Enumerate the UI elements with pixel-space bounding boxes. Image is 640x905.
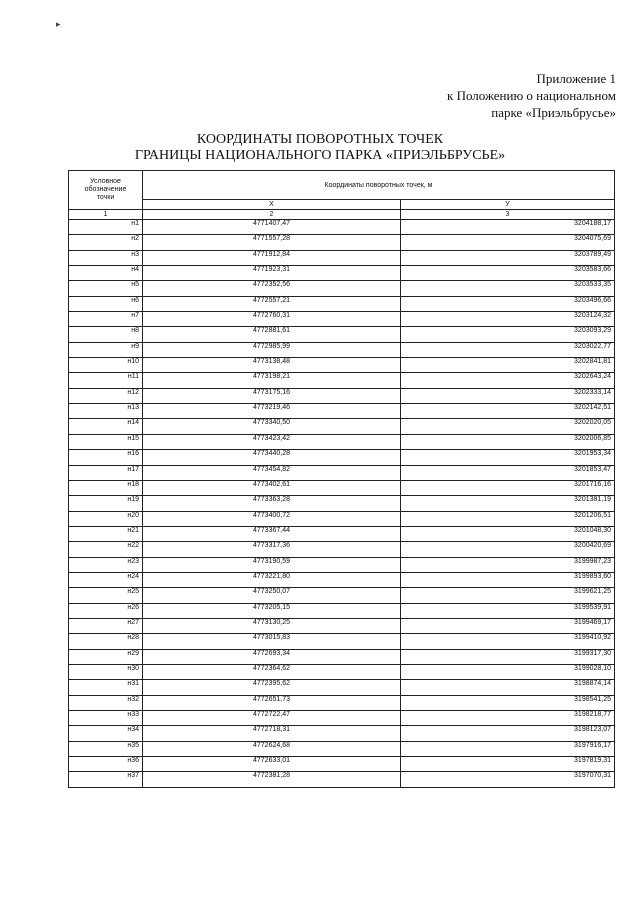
x-coordinate-cell: 4772364,62 [143,664,401,679]
x-coordinate-cell: 4773175,16 [143,388,401,403]
x-coordinate-cell: 4771923,31 [143,266,401,281]
header-y: У [401,200,615,210]
y-coordinate-cell: 3202841,81 [401,358,615,373]
table-row [69,312,615,327]
x-coordinate-cell: 4773198,21 [143,373,401,388]
document-title [0,132,640,164]
point-name-cell: н1 [69,220,143,235]
title-line-2: ГРАНИЦЫ НАЦИОНАЛЬНОГО ПАРКА «ПРИЭЛЬБРУСЬЕ» [134,148,506,163]
y-coordinate-cell: 3199317,30 [401,649,615,664]
y-coordinate-cell: 3197916,17 [401,741,615,756]
x-coordinate-cell: 4772352,56 [143,281,401,296]
y-coordinate-cell: 3202333,14 [401,388,615,403]
table-row [69,618,615,633]
x-coordinate-cell: 4773219,46 [143,404,401,419]
y-coordinate-cell: 3201953,34 [401,450,615,465]
x-coordinate-cell: 4772381,28 [143,772,401,787]
point-name-cell: н10 [69,358,143,373]
x-coordinate-cell: 4772395,62 [143,680,401,695]
table-row [69,404,615,419]
column-number-1: 1 [69,210,143,220]
header-condition-line-3: точки [96,194,115,201]
y-coordinate-cell: 3199410,92 [401,634,615,649]
table-row [69,250,615,265]
table-row [69,711,615,726]
y-coordinate-cell: 3204188,17 [401,220,615,235]
y-coordinate-cell: 3203093,29 [401,327,615,342]
y-coordinate-cell: 3201381,19 [401,496,615,511]
x-coordinate-cell: 4773402,61 [143,480,401,495]
table-row [69,450,615,465]
table-row [69,572,615,587]
x-coordinate-cell: 4772557,21 [143,296,401,311]
x-coordinate-cell: 4772985,99 [143,342,401,357]
point-name-cell: н37 [69,772,143,787]
header-coordinates: Координаты поворотных точек, м [143,171,615,200]
point-name-cell: н2 [69,235,143,250]
point-name-cell: н23 [69,557,143,572]
table-row [69,757,615,772]
table-row [69,680,615,695]
x-coordinate-cell: 4772633,01 [143,757,401,772]
table-row [69,327,615,342]
y-coordinate-cell: 3199469,17 [401,618,615,633]
table-row [69,266,615,281]
x-coordinate-cell: 4773221,80 [143,572,401,587]
point-name-cell: н36 [69,757,143,772]
table-row [69,465,615,480]
y-coordinate-cell: 3198541,25 [401,695,615,710]
point-name-cell: н24 [69,572,143,587]
table-row [69,588,615,603]
table-row [69,511,615,526]
table-row [69,220,615,235]
x-coordinate-cell: 4772722,47 [143,711,401,726]
point-name-cell: н8 [69,327,143,342]
table-row [69,664,615,679]
table-row [69,480,615,495]
coordinates-table [68,170,615,788]
y-coordinate-cell: 3203533,35 [401,281,615,296]
column-number-2: 2 [143,210,401,220]
y-coordinate-cell: 3199621,25 [401,588,615,603]
scan-speck: ▸ [56,20,61,30]
table-row [69,634,615,649]
y-coordinate-cell: 3203583,66 [401,266,615,281]
point-name-cell: н6 [69,296,143,311]
point-name-cell: н32 [69,695,143,710]
y-coordinate-cell: 3198123,07 [401,726,615,741]
point-name-cell: н11 [69,373,143,388]
point-name-cell: н33 [69,711,143,726]
point-name-cell: н17 [69,465,143,480]
annex-park-name: парке «Приэльбрусье» [491,105,616,120]
x-coordinate-cell: 4772760,31 [143,312,401,327]
point-name-cell: н27 [69,618,143,633]
point-name-cell: н29 [69,649,143,664]
header-condition-line-2: обозначение [84,186,127,193]
table-row [69,649,615,664]
point-name-cell: н34 [69,726,143,741]
x-coordinate-cell: 4772624,68 [143,741,401,756]
point-name-cell: н12 [69,388,143,403]
x-coordinate-cell: 4773363,28 [143,496,401,511]
table-row [69,542,615,557]
table-row [69,772,615,787]
table-row [69,281,615,296]
x-coordinate-cell: 4773400,72 [143,511,401,526]
y-coordinate-cell: 3203124,32 [401,312,615,327]
y-coordinate-cell: 3201206,51 [401,511,615,526]
point-name-cell: н30 [69,664,143,679]
point-name-cell: н35 [69,741,143,756]
table-row [69,388,615,403]
table-row [69,342,615,357]
x-coordinate-cell: 4772651,73 [143,695,401,710]
x-coordinate-cell: 4771912,84 [143,250,401,265]
annex-number: Приложение 1 [536,71,616,86]
point-name-cell: н7 [69,312,143,327]
point-name-cell: н25 [69,588,143,603]
title-line-1: КООРДИНАТЫ ПОВОРОТНЫХ ТОЧЕК [196,132,444,147]
table-row [69,235,615,250]
y-coordinate-cell: 3201048,30 [401,526,615,541]
x-coordinate-cell: 4773317,36 [143,542,401,557]
point-name-cell: н21 [69,526,143,541]
point-name-cell: н19 [69,496,143,511]
table-row [69,741,615,756]
x-coordinate-cell: 4773190,59 [143,557,401,572]
table-row [69,496,615,511]
header-x: X [143,200,401,210]
y-coordinate-cell: 3201853,47 [401,465,615,480]
y-coordinate-cell: 3199893,60 [401,572,615,587]
y-coordinate-cell: 3199987,23 [401,557,615,572]
x-coordinate-cell: 4772718,31 [143,726,401,741]
y-coordinate-cell: 3201716,16 [401,480,615,495]
table-row [69,603,615,618]
x-coordinate-cell: 4772881,61 [143,327,401,342]
y-coordinate-cell: 3199539,91 [401,603,615,618]
table-row [69,358,615,373]
point-name-cell: н20 [69,511,143,526]
table-row [69,726,615,741]
y-coordinate-cell: 3202643,24 [401,373,615,388]
y-coordinate-cell: 3202020,05 [401,419,615,434]
table-row [69,557,615,572]
point-name-cell: н18 [69,480,143,495]
x-coordinate-cell: 4771407,47 [143,220,401,235]
point-name-cell: н3 [69,250,143,265]
x-coordinate-cell: 4773138,48 [143,358,401,373]
column-number-3: 3 [401,210,615,220]
x-coordinate-cell: 4773250,07 [143,588,401,603]
point-name-cell: н22 [69,542,143,557]
x-coordinate-cell: 4773340,50 [143,419,401,434]
annex-heading [447,70,616,121]
table-row [69,373,615,388]
point-name-cell: н28 [69,634,143,649]
table-body [69,220,615,788]
x-coordinate-cell: 4771557,28 [143,235,401,250]
y-coordinate-cell: 3197070,31 [401,772,615,787]
x-coordinate-cell: 4773367,44 [143,526,401,541]
y-coordinate-cell: 3198874,14 [401,680,615,695]
point-name-cell: н15 [69,434,143,449]
header-condition [69,171,143,210]
y-coordinate-cell: 3203789,49 [401,250,615,265]
point-name-cell: н31 [69,680,143,695]
x-coordinate-cell: 4773423,42 [143,434,401,449]
y-coordinate-cell: 3197819,31 [401,757,615,772]
table-row [69,434,615,449]
header-condition-line-1: Условное [90,178,121,185]
x-coordinate-cell: 4773440,28 [143,450,401,465]
y-coordinate-cell: 3199028,10 [401,664,615,679]
point-name-cell: н13 [69,404,143,419]
y-coordinate-cell: 3198218,77 [401,711,615,726]
y-coordinate-cell: 3204075,69 [401,235,615,250]
y-coordinate-cell: 3202006,85 [401,434,615,449]
x-coordinate-cell: 4773454,82 [143,465,401,480]
annex-reference: к Положению о национальном [447,88,616,103]
point-name-cell: н16 [69,450,143,465]
point-name-cell: н5 [69,281,143,296]
point-name-cell: н26 [69,603,143,618]
point-name-cell: н14 [69,419,143,434]
table-row [69,419,615,434]
point-name-cell: н4 [69,266,143,281]
x-coordinate-cell: 4773130,25 [143,618,401,633]
y-coordinate-cell: 3203022,77 [401,342,615,357]
y-coordinate-cell: 3200420,69 [401,542,615,557]
x-coordinate-cell: 4773205,15 [143,603,401,618]
y-coordinate-cell: 3203496,66 [401,296,615,311]
y-coordinate-cell: 3202142,51 [401,404,615,419]
point-name-cell: н9 [69,342,143,357]
table-row [69,526,615,541]
table-row [69,695,615,710]
x-coordinate-cell: 4772693,34 [143,649,401,664]
table-row [69,296,615,311]
x-coordinate-cell: 4773015,83 [143,634,401,649]
